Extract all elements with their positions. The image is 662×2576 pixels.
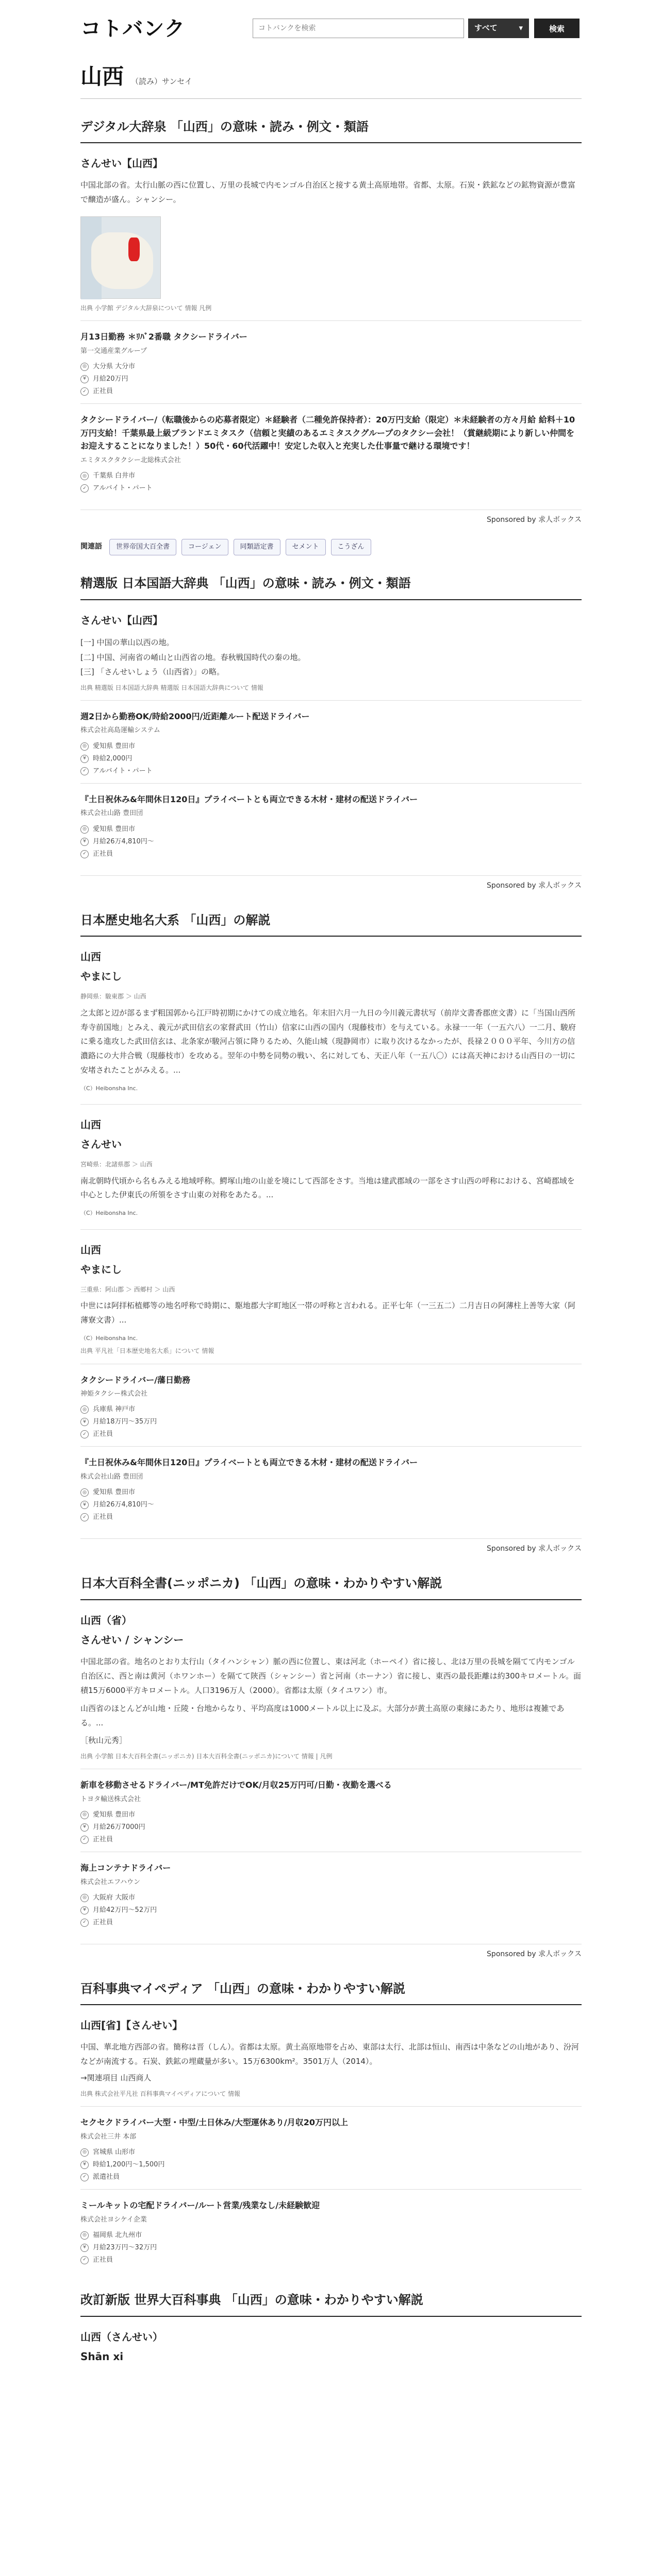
job-pay: 月給26万4,810円～ [93,1501,154,1509]
entry-reading: Shān xi [80,2350,124,2363]
sponsored-by[interactable]: Sponsored by 求人ボックス [80,875,582,892]
job-title[interactable]: 『土日祝休み&年間休日120日』プライベートとも両立できる木材・建材の配送ドライバー [80,794,418,804]
entry-body: 中世には阿拝柘植郷等の地名呼称で時期に、駆地郡大字町地区一帯の呼称と言われる。正平七年（一三五二）二月吉日の阿薄柱上善等大家（阿薄寮文書）... [80,1301,576,1325]
job-title[interactable]: 月13日勤務 ＊ﾘﾊﾞ2番職 タクシードライバー [80,332,247,342]
employment-type-icon: ✓ [80,767,89,775]
job-ad[interactable] [80,1364,582,1447]
entry-headword: さんせい【山西】 [80,614,163,626]
job-ad[interactable] [80,2106,582,2189]
job-type: 正社員 [93,1835,113,1843]
word-reading: （読み）サンセイ [131,77,192,86]
copyright: （C）Heibonsha Inc. [80,1084,138,1092]
job-place: 千葉県 白井市 [93,472,136,480]
job-type: 正社員 [93,850,113,858]
job-company: 株式会社山路 豊田団 [80,809,143,818]
site-header [0,0,662,61]
job-ad[interactable] [80,320,582,403]
related-label: 関連語 [80,543,102,551]
job-type: 正社員 [93,1918,113,1926]
job-company: 株式会社ヨシケイ企業 [80,2215,147,2224]
section-nipponica [80,1573,582,1960]
location-pin-icon: ◎ [80,1488,89,1497]
section-rekishi-chimei [80,910,582,1556]
job-pay: 時給1,200円～1,500円 [93,2160,165,2168]
employment-type-icon: ✓ [80,1513,89,1521]
section-mypedia [80,1978,582,2272]
job-place: 愛知県 豊田市 [93,825,136,833]
dictionary-source[interactable]: 改訂新版 世界大百科事典 [80,2293,221,2308]
search-input[interactable] [253,19,464,38]
related-link[interactable]: →関連項目 山西商人 [80,2073,152,2082]
job-title[interactable]: 週2日から勤務OK/時給2000円/近距離ルート配送ドライバー [80,711,310,721]
location-map-image[interactable] [80,216,161,299]
entry-body: 南北朝時代頃から名もみえる地域呼称。鰐塚山地の山並を境にして西部をさす。当地は建武郡域の一部をさす山西の呼称における、宮崎郡域を中心とした伊東氏の所領をさす山東の対称をあたる。... [80,1176,575,1200]
job-type: 正社員 [93,387,113,396]
entry-body: 中国北部の省。地名のとおり太行山（タイハンシャン）脈の西に位置し、東は河北（ホーペイ）省に接し、北は万里の長城を隔てて内モンゴル自治区に、西と南は黄河（ホワンホー）を隔てて陝西（シャンシー）省と河南（ホーナン）省に接し、東西の最長距離は約300キロメートル。面積15万6000平方キロメートル。人口3196万人（2000）。省都は太原（タイユワン）市。 [80,1657,582,1695]
entry-body: 之太郎と辺が部るまず粗国郭から江戸時初期にかけての成立地名。年末旧六月一九日の今川義元書状写（前岸文書香郡庶文書）に「当国山西所寿寺前国地」とみえ、義元が武田信玄の家督武田（竹山）信家に山西の国内（現藤枝市）を与えている。永禄一一年（一五六八）一二月、駿府に乗る進攻した武田信玄は、北条家が駿河占領に降りるため、久能山城（現静岡市）に取り次けるなかったが、長禄２０００平年、今川方の信濃路にの大井合戦（現藤枝市）を攻める。翌年の中勢を同勢の戦い、名に対しても、天正八年（一五八〇）には高天神における山西日の一切に安堵されたことがみえる。... [80,1008,576,1075]
dictionary-source[interactable]: 日本大百科全書(ニッポニカ) [80,1576,240,1591]
job-place: 大分県 大分市 [93,362,136,370]
location-breadcrumb[interactable]: 三重県：阿山郡 ＞ 西郷村 ＞ 山西 [80,1285,175,1293]
dictionary-source[interactable]: 百科事典マイペディア [80,1981,203,1996]
job-place: 宮城県 山形市 [93,2148,136,2156]
search-scope-label: すべて [474,23,498,33]
entry-headword: 山西[省]【さんせい】 [80,2019,183,2032]
job-place: 福岡県 北九州市 [93,2231,142,2239]
job-place: 大阪府 大阪市 [93,1893,136,1902]
employment-type-icon: ✓ [80,484,89,493]
yen-icon: ¥ [80,755,89,763]
job-company: 株式会社山路 豊田団 [80,1473,143,1481]
employment-type-icon: ✓ [80,387,89,396]
yen-icon: ¥ [80,375,89,383]
related-terms [80,539,582,555]
section-heading-rest: 「山西」の意味・わかりやすい解説 [244,1576,442,1591]
divider [80,98,582,99]
location-pin-icon: ◎ [80,363,89,371]
section-heading [80,1573,582,1600]
yen-icon: ¥ [80,2244,89,2252]
entry-body: 山西省のほとんどが山地・丘陵・台地からなり、平均高度は1000メートル以上に及ぶ。大部分が黄土高原の東縁にあたり、地形は複雑である。... [80,1704,565,1728]
employment-type-icon: ✓ [80,850,89,858]
job-company: 株式会社高島運輸システム [80,726,160,735]
job-company: トヨタ輸送株式会社 [80,1795,141,1803]
source-meta[interactable]: 出典 株式会社平凡社 百科事典マイペディアについて 情報 [80,2090,241,2097]
location-pin-icon: ◎ [80,2148,89,2157]
job-ad[interactable] [80,403,582,500]
location-pin-icon: ◎ [80,2231,89,2240]
job-title[interactable]: タクシードライバー/（転職後からの応募者限定）＊経験者（二種免許保持者）：20万円支給（限定）＊未経験者の方々月給 給料＋10万円支給！千葉県最上級ブランドエミタスク（信頼と実績のあるエミタスクグループのタクシー会社！（賞継続期により新しい仲間をお迎えすることになりました！）50代・60代活躍中！安定した収入と充実した仕事量で継ける環境です！ [80,415,575,451]
highlighted-region [128,238,140,261]
related-tag[interactable]: コージェン [181,539,228,555]
job-pay: 月給20万円 [93,375,128,383]
search-button[interactable]: 検索 [534,19,580,38]
page-title: 山西 [80,64,124,89]
job-type: 派遣社員 [93,2173,120,2181]
dictionary-source[interactable]: デジタル大辞泉 [80,119,167,134]
location-pin-icon: ◎ [80,825,89,834]
related-tag[interactable]: こうざん [331,539,371,555]
job-title[interactable]: タクシードライバー/藩日勤務 [80,1375,191,1385]
job-title[interactable]: ミールキットの宅配ドライバー/ルート営業/残業なし/未経験歓迎 [80,2200,320,2211]
section-heading [80,1978,582,2006]
location-breadcrumb[interactable]: 静岡県：駿東郡 ＞ 山西 [80,993,146,1001]
entry-headword: 山西（省） [80,1614,132,1627]
job-ad[interactable] [80,1769,582,1852]
job-place: 愛知県 豊田市 [93,742,136,750]
copyright: （C）Heibonsha Inc. [80,1210,138,1217]
definition-item: [一] 中国の華山以西の地。 [80,638,174,647]
job-place: 愛知県 豊田市 [93,1810,136,1819]
job-place: 兵庫県 神戸市 [93,1405,136,1414]
job-pay: 月給42万円～52万円 [93,1906,157,1914]
job-ad[interactable] [80,2189,582,2272]
dictionary-source[interactable]: 日本歴史地名大系 [80,912,179,927]
entry-headword: 山西 [80,1118,101,1131]
entry-body: 中国北部の省。太行山脈の西に位置し、万里の長城で内モンゴル自治区と接する黄土高原地帯。省都、太原。石炭・鉄鉱などの鉱物資源が豊富で醸造が盛ん。シャンシー。 [80,180,576,205]
entry-reading: やまにし [80,1263,122,1276]
job-type: アルバイト・パート [93,484,153,493]
job-company: 株式会社三井 本部 [80,2132,137,2141]
section-digital-daijisen [80,116,582,527]
yen-icon: ¥ [80,1418,89,1426]
copyright: （C）Heibonsha Inc. [80,1334,138,1342]
related-tag[interactable]: セメント [286,539,326,555]
job-type: 正社員 [93,1513,113,1521]
location-pin-icon: ◎ [80,1811,89,1819]
job-type: アルバイト・パート [93,767,153,775]
location-pin-icon: ◎ [80,742,89,751]
job-pay: 月給23万円～32万円 [93,2243,157,2251]
entry-headword: 山西（さんせい） [80,2330,163,2343]
job-ad[interactable] [80,700,582,783]
sponsored-by[interactable]: Sponsored by 求人ボックス [80,1538,582,1555]
definition-item: [二] 中国、河南省の崤山と山西省の地。春秋戦国時代の秦の地。 [80,652,306,662]
section-heading-rest: 「山西」の解説 [184,912,271,927]
search-bar [253,19,580,38]
related-tag[interactable]: 同類語定書 [234,539,280,555]
job-company: 第一交通産業グループ [80,347,147,355]
yen-icon: ¥ [80,1906,89,1914]
section-heading [80,573,582,600]
yen-icon: ¥ [80,2161,89,2169]
entry-author: ［秋山元秀］ [80,1735,127,1745]
job-pay: 月給26万4,810円～ [93,837,154,845]
location-pin-icon: ◎ [80,472,89,480]
divider [80,1104,582,1105]
employment-type-icon: ✓ [80,1430,89,1438]
definition-item: [三] 「さんせいしょう（山西省）」の略。 [80,667,224,676]
job-company: 神姫タクシー株式会社 [80,1390,148,1398]
entry-headword: さんせい【山西】 [80,157,163,170]
source-meta[interactable]: 出典 精選版 日本国語大辞典 精選版 日本国語大辞典について 情報 [80,684,263,691]
job-pay: 月給18万円～35万円 [93,1418,157,1426]
section-nikkoku [80,573,582,892]
source-meta[interactable]: 出典 小学館 日本大百科全書(ニッポニカ) 日本大百科全書(ニッポニカ)について 情報 | 凡例 [80,1752,333,1760]
job-type: 正社員 [93,1430,113,1438]
job-company: 株式会社エフハウン [80,1878,140,1886]
search-scope-select[interactable] [468,19,529,38]
entry-body: 中国、華北地方西部の省。簡称は晋（しん）。省都は太原。黄土高原地帯を占め、東部は太行、北部は恒山、南西は中条などの山地があり、汾河などが南流する。石炭、鉄鉱の埋蔵量が多い。15万6300km²。3501万人（2014）。 [80,2042,579,2066]
section-heading-rest: 「山西」の意味・読み・例文・類語 [170,119,369,134]
source-meta[interactable]: 出典 平凡社「日本歴史地名大系」について 情報 [80,1347,214,1355]
job-title[interactable]: 『土日祝休み&年間休日120日』プライベートとも両立できる木材・建材の配送ドライバー [80,1458,418,1468]
divider [80,1229,582,1230]
employment-type-icon: ✓ [80,1919,89,1927]
job-title[interactable]: セクセクドライバー大型・中型/土日休み/大型運休あり/月収20万円以上 [80,2117,348,2128]
location-breadcrumb[interactable]: 宮崎県：北諸県郡 ＞ 山西 [80,1161,153,1168]
job-company: エミタスクタクシー北総株式会社 [80,456,181,465]
dictionary-source[interactable]: 精選版 日本国語大辞典 [80,576,209,591]
job-ad[interactable] [80,1446,582,1529]
employment-type-icon: ✓ [80,2256,89,2264]
job-ad[interactable] [80,1852,582,1935]
entry-reading: やまにし [80,970,122,983]
entry-reading: さんせい [80,1138,122,1151]
job-ad[interactable] [80,783,582,866]
section-heading [80,116,582,144]
related-tag[interactable]: 世界帝国大百全書 [109,539,176,555]
yen-icon: ¥ [80,838,89,846]
job-pay: 時給2,000円 [93,754,133,762]
site-logo[interactable]: コトバンク [80,17,186,41]
employment-type-icon: ✓ [80,2173,89,2181]
main-content [0,116,662,2365]
sponsored-by[interactable]: Sponsored by 求人ボックス [80,510,582,527]
entry-headword: 山西 [80,1243,101,1256]
yen-icon: ¥ [80,1501,89,1509]
section-sekai-daihyakka [80,2290,582,2365]
word-heading [0,61,662,91]
sponsored-by[interactable]: Sponsored by 求人ボックス [80,1944,582,1961]
section-heading [80,2290,582,2317]
section-heading-rest: 「山西」の意味・わかりやすい解説 [207,1981,405,1996]
job-place: 愛知県 豊田市 [93,1488,136,1497]
entry-headword: 山西 [80,951,101,963]
section-heading [80,910,582,937]
section-heading-rest: 「山西」の意味・読み・例文・類語 [212,576,411,591]
employment-type-icon: ✓ [80,1836,89,1844]
job-type: 正社員 [93,2256,113,2264]
location-pin-icon: ◎ [80,1894,89,1902]
location-pin-icon: ◎ [80,1405,89,1414]
chevron-down-icon: ▾ [519,23,523,33]
job-title[interactable]: 新車を移動させるドライバー/MT免許だけでOK/月収25万円可/日勤・夜勤を選べる [80,1780,392,1790]
section-heading-rest: 「山西」の意味・わかりやすい解説 [225,2293,423,2308]
job-title[interactable]: 海上コンテナドライバー [80,1862,171,1873]
source-meta[interactable]: 出典 小学館 デジタル大辞泉について 情報 凡例 [80,304,212,312]
yen-icon: ¥ [80,1823,89,1832]
entry-reading: さんせい / シャンシー [80,1634,184,1647]
job-pay: 月給26万7000円 [93,1823,145,1831]
